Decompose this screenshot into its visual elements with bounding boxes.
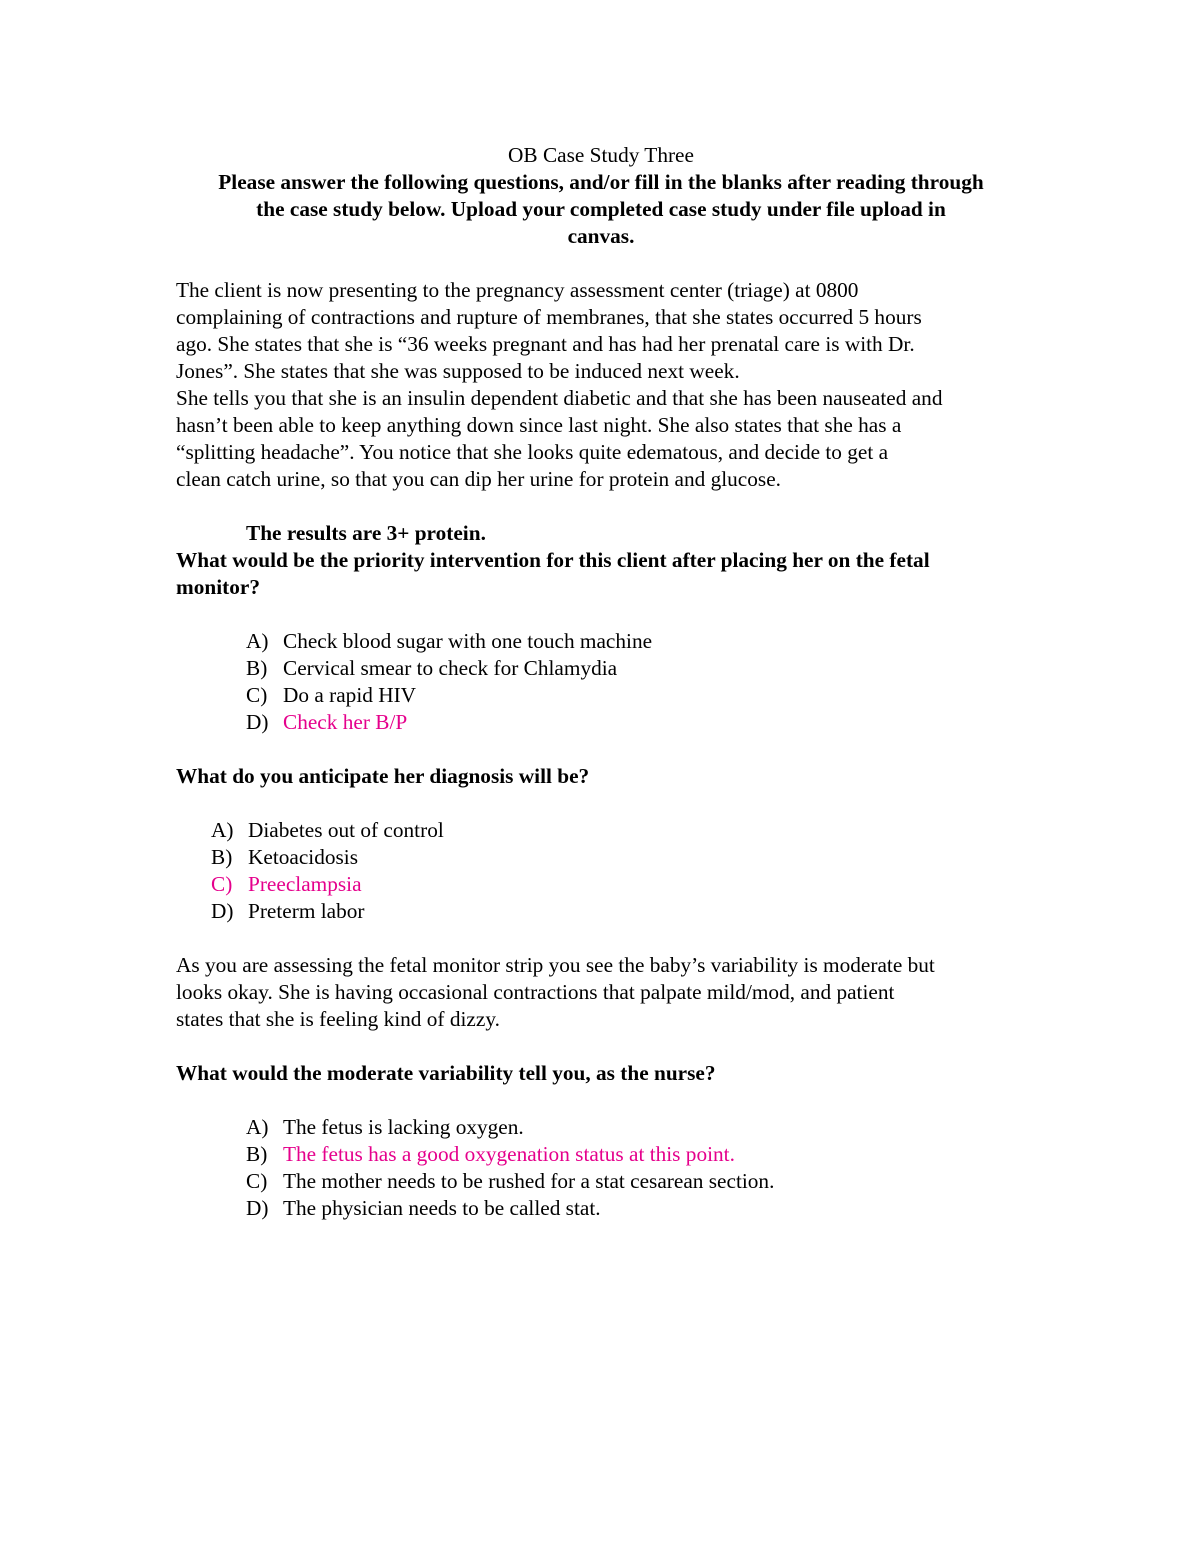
spacer (176, 925, 1026, 952)
scenario-line: states that she is feeling kind of dizzy. (176, 1007, 500, 1031)
instructions-line-3: canvas. (567, 224, 635, 248)
spacer (176, 1033, 1026, 1060)
scenario-line: “splitting headache”. You notice that she looks quite edematous, and decide to get a (176, 440, 889, 464)
document-title: OB Case Study Three (508, 143, 694, 167)
question-3-choices (246, 1114, 1026, 1222)
question-1-choices (246, 628, 1026, 736)
choice-text-answer: Check her B/P (283, 710, 408, 734)
scenario-line: looks okay. She is having occasional contractions that palpate mild/mod, and patient (176, 980, 895, 1004)
choice-letter: C) (246, 1169, 268, 1193)
choice-text: Diabetes out of control (248, 818, 444, 842)
results-statement: The results are 3+ protein. (246, 521, 486, 545)
scenario-paragraph (176, 277, 1026, 493)
document-page (176, 142, 1026, 1222)
choice-text: Cervical smear to check for Chlamydia (283, 656, 618, 680)
choice-text-answer: The fetus has a good oxygenation status at this point. (283, 1142, 735, 1166)
choice-item (246, 1168, 1026, 1195)
choice-text: Preterm labor (248, 899, 365, 923)
choice-text: The mother needs to be rushed for a stat cesarean section. (283, 1169, 775, 1193)
spacer (176, 736, 1026, 763)
choice-letter: D) (211, 899, 234, 923)
choice-letter: B) (211, 845, 233, 869)
choice-letter: B) (246, 656, 268, 680)
spacer (176, 1087, 1026, 1114)
choice-item (246, 655, 1026, 682)
scenario-line: The client is now presenting to the pregnancy assessment center (triage) at 0800 (176, 278, 859, 302)
choice-letter: A) (246, 1115, 269, 1139)
scenario-line: hasn’t been able to keep anything down since last night. She also states that she has a (176, 413, 902, 437)
choice-item (246, 1195, 1026, 1222)
choice-letter: C) (246, 683, 268, 707)
choice-item-answer (211, 871, 1026, 898)
question-2-choices (211, 817, 1026, 925)
choice-item (246, 682, 1026, 709)
scenario-line: clean catch urine, so that you can dip her urine for protein and glucose. (176, 467, 781, 491)
instructions-line-1: Please answer the following questions, and/or fill in the blanks after reading through (218, 170, 984, 194)
choice-item (246, 628, 1026, 655)
choice-letter: D) (246, 1196, 269, 1220)
choice-letter: C) (211, 872, 233, 896)
choice-text: Ketoacidosis (248, 845, 359, 869)
scenario-line: complaining of contractions and rupture of membranes, that she states occurred 5 hours (176, 305, 922, 329)
choice-text-answer: Preeclampsia (248, 872, 362, 896)
question-1-line-2: monitor? (176, 575, 260, 599)
choice-item (211, 817, 1026, 844)
question-2: What do you anticipate her diagnosis will be? (176, 764, 590, 788)
choice-item-answer (246, 709, 1026, 736)
choice-letter: A) (246, 629, 269, 653)
choice-item (211, 898, 1026, 925)
spacer (176, 601, 1026, 628)
choice-text: Check blood sugar with one touch machine (283, 629, 653, 653)
spacer (176, 250, 1026, 277)
choice-text: The fetus is lacking oxygen. (283, 1115, 524, 1139)
scenario-line: Jones”. She states that she was supposed to be induced next week. (176, 359, 740, 383)
instructions-line-2: the case study below. Upload your completed case study under file upload in (256, 197, 946, 221)
choice-item (211, 844, 1026, 871)
choice-letter: A) (211, 818, 234, 842)
scenario-2-paragraph (176, 952, 1026, 1033)
scenario-line: ago. She states that she is “36 weeks pregnant and has had her prenatal care is with Dr. (176, 332, 915, 356)
choice-letter: B) (246, 1142, 268, 1166)
scenario-line: As you are assessing the fetal monitor strip you see the baby’s variability is moderate but (176, 953, 935, 977)
choice-item-answer (246, 1141, 1026, 1168)
choice-text: The physician needs to be called stat. (283, 1196, 601, 1220)
spacer (176, 790, 1026, 817)
choice-item (246, 1114, 1026, 1141)
choice-letter: D) (246, 710, 269, 734)
choice-text: Do a rapid HIV (283, 683, 417, 707)
spacer (176, 493, 1026, 520)
question-3: What would the moderate variability tell you, as the nurse? (176, 1061, 716, 1085)
scenario-line: She tells you that she is an insulin dependent diabetic and that she has been nauseated and (176, 386, 943, 410)
question-1-line-1: What would be the priority intervention for this client after placing her on the fetal (176, 548, 930, 572)
